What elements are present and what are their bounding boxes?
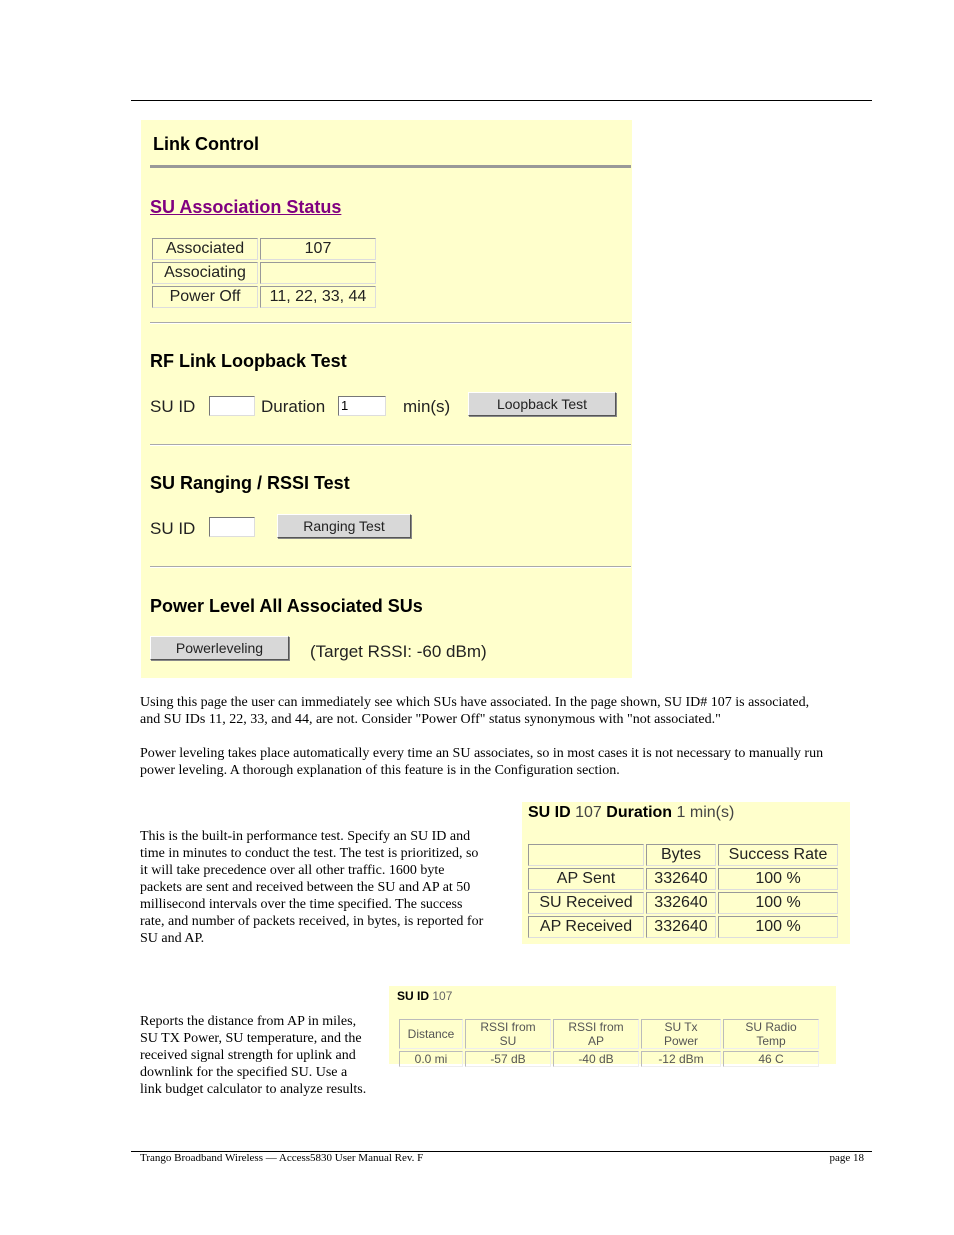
page-number: page 18	[829, 1152, 864, 1164]
paragraph-association	[140, 694, 809, 728]
paragraph-performance	[140, 828, 483, 947]
table-header: RSSI from SU	[465, 1019, 551, 1049]
section-divider	[150, 322, 631, 324]
text-line: This is the built-in performance test. Specify an SU ID and	[140, 829, 471, 844]
section-divider	[150, 566, 631, 568]
ranging-title: SU Ranging / RSSI Test	[150, 473, 350, 493]
text-line: and SU IDs 11, 22, 33, and 44, are not. Consider "Power Off" status synonymous with "not associated."	[140, 712, 721, 727]
assoc-status-table	[150, 236, 378, 310]
text-line: Power leveling takes place automatically every time an SU associates, so in most cases it is not necessary to manually run	[140, 746, 824, 761]
text-line: power leveling. A thorough explanation of this feature is in the Configuration section.	[140, 763, 620, 778]
table-cell: SU Received	[528, 892, 644, 914]
duration-label: Duration	[261, 397, 326, 416]
table-row	[152, 262, 376, 284]
perf-duration-value: 1 min(s)	[676, 804, 735, 821]
text-line: Using this page the user can immediately see which SUs have associated. In the page shown, SU ID# 107 is associated,	[140, 695, 810, 710]
text-line: SU and AP.	[140, 931, 205, 946]
table-cell: -40 dB	[553, 1051, 639, 1067]
performance-result-panel	[522, 802, 850, 944]
perf-suid-value: 107	[575, 804, 602, 821]
table-cell: AP Sent	[528, 868, 644, 890]
table-cell: 332640	[646, 892, 716, 914]
ranging-header	[397, 989, 452, 1003]
text-line: millisecond intervals over the time specified. The success	[140, 897, 463, 912]
table-row	[399, 1051, 819, 1067]
ranging-result-table	[397, 1017, 821, 1069]
panel-title: Link Control	[153, 134, 259, 154]
table-header: Bytes	[646, 844, 716, 866]
assoc-label: Power Off	[152, 286, 258, 308]
text-line: packets are sent and received between the SU and AP at 50	[140, 880, 471, 895]
ranging-suid-label: SU ID	[397, 989, 430, 1003]
table-cell: 46 C	[723, 1051, 819, 1067]
text-line: time in minutes to conduct the test. The test is prioritized, so	[140, 846, 479, 861]
ranging-test-button[interactable]: Ranging Test	[277, 514, 411, 538]
title-divider	[150, 165, 631, 168]
table-header: Distance	[399, 1019, 463, 1049]
table-row	[528, 892, 838, 914]
table-row	[152, 238, 376, 260]
table-header: SU Tx Power	[641, 1019, 721, 1049]
power-title: Power Level All Associated SUs	[150, 596, 423, 616]
powerleveling-button[interactable]: Powerleveling	[150, 636, 289, 660]
paragraph-powerleveling	[140, 745, 823, 779]
table-row	[399, 1019, 819, 1049]
paragraph-ranging	[140, 1013, 366, 1098]
assoc-status-link[interactable]: SU Association Status	[150, 197, 342, 217]
duration-input[interactable]: 1	[338, 396, 386, 416]
table-cell: -57 dB	[465, 1051, 551, 1067]
perf-duration-label: Duration	[606, 804, 673, 821]
ranging-suid-label: SU ID	[150, 519, 196, 538]
perf-header	[528, 804, 734, 822]
header-rule	[131, 100, 872, 101]
table-cell: 0.0 mi	[399, 1051, 463, 1067]
assoc-value: 107	[260, 238, 376, 260]
text-line: rate, and number of packets received, in bytes, is reported for	[140, 914, 484, 929]
footer-title: Trango Broadband Wireless — Access5830 User Manual Rev. F	[140, 1152, 424, 1164]
table-cell: AP Received	[528, 916, 644, 938]
table-cell: -12 dBm	[641, 1051, 721, 1067]
table-header	[528, 844, 644, 866]
assoc-label: Associated	[152, 238, 258, 260]
perf-result-table	[526, 842, 840, 940]
perf-suid-label: SU ID	[528, 804, 571, 821]
target-rssi-note: (Target RSSI: -60 dBm)	[310, 642, 487, 661]
loopback-title: RF Link Loopback Test	[150, 351, 347, 371]
table-cell: 332640	[646, 916, 716, 938]
assoc-value: 11, 22, 33, 44	[260, 286, 376, 308]
table-cell: 332640	[646, 868, 716, 890]
text-line: SU TX Power, SU temperature, and the	[140, 1031, 362, 1046]
table-cell: 100 %	[718, 892, 838, 914]
section-divider	[150, 444, 631, 446]
table-row	[528, 868, 838, 890]
loopback-suid-label: SU ID	[150, 397, 196, 416]
table-header: SU Radio Temp	[723, 1019, 819, 1049]
table-row	[152, 286, 376, 308]
table-header: Success Rate	[718, 844, 838, 866]
table-cell: 100 %	[718, 916, 838, 938]
table-cell: 100 %	[718, 868, 838, 890]
ranging-suid-value: 107	[432, 989, 453, 1003]
ranging-suid-input[interactable]	[209, 517, 255, 537]
table-header: RSSI from AP	[553, 1019, 639, 1049]
table-row	[528, 916, 838, 938]
text-line: link budget calculator to analyze results.	[140, 1082, 367, 1097]
text-line: Reports the distance from AP in miles,	[140, 1014, 357, 1029]
assoc-label: Associating	[152, 262, 258, 284]
text-line: downlink for the specified SU. Use a	[140, 1065, 348, 1080]
text-line: received signal strength for uplink and	[140, 1048, 356, 1063]
ranging-result-panel	[389, 986, 836, 1064]
link-control-panel	[141, 120, 632, 678]
assoc-value	[260, 262, 376, 284]
loopback-test-button[interactable]: Loopback Test	[468, 392, 616, 416]
duration-unit-label: min(s)	[403, 397, 451, 416]
text-line: it will take precedence over all other traffic. 1600 byte	[140, 863, 445, 878]
loopback-suid-input[interactable]	[209, 396, 255, 416]
table-row	[528, 844, 838, 866]
